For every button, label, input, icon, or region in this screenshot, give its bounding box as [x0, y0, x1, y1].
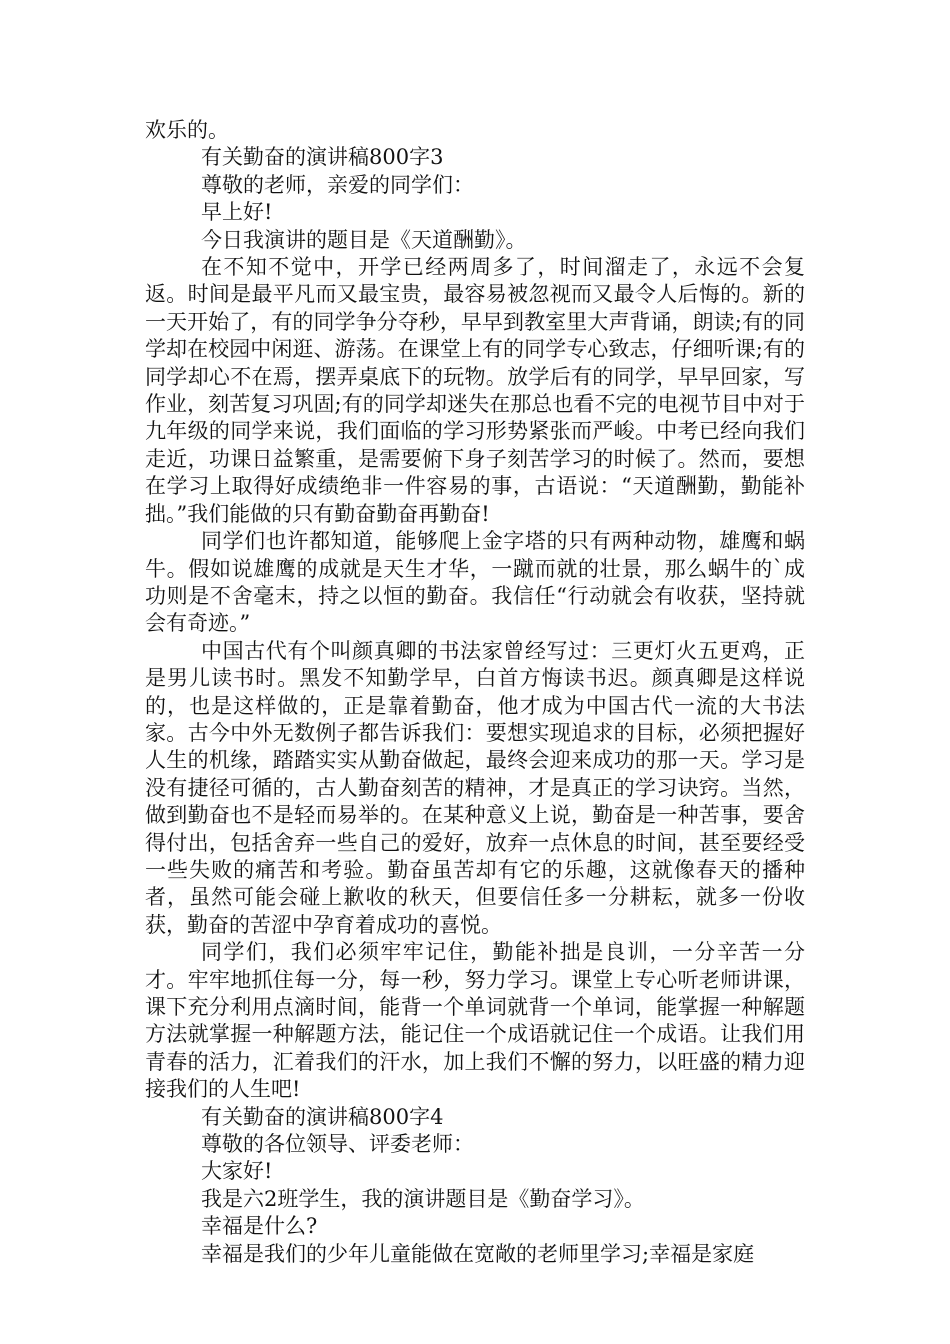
section-heading-4: 有关勤奋的演讲稿800字4 [201, 1104, 444, 1129]
greeting: 早上好! [201, 200, 273, 225]
paragraph: 同学们也许都知道，能够爬上金字塔的只有两种动物，雄鹰和蜗牛。假如说雄鹰的成就是天生才华，一蹴而就的壮景，那么蜗牛的`成功则是不舍毫末，持之以恒的勤奋。我信任“行动就会有收获，坚持就会有奇迹。” [145, 529, 805, 636]
paragraph-continuation: 欢乐的。 [145, 118, 229, 142]
speech-topic: 今日我演讲的题目是《天道酬勤》。 [201, 227, 527, 252]
paragraph: 中国古代有个叫颜真卿的书法家曾经写过：三更灯火五更鸡，正是男儿读书时。黑发不知勤学早，白首方悔读书迟。颜真卿是这样说的，也是这样做的，正是靠着勤奋，他才成为中国古代一流的大书法家。古今中外无数例子都告诉我们：要想实现追求的目标，必须把握好人生的机缘，踏踏实实从勤奋做起，最终会迎来成功的那一天。学习是没有捷径可循的，古人勤奋刻苦的精神，才是真正的学习诀窍。当然，做到勤奋也不是轻而易举的。在某种意义上说，勤奋是一种苦事，要舍得付出，包括舍弃一些自己的爱好，放弃一点休息的时间，甚至要经受一些失败的痛苦和考验。勤奋虽苦却有它的乐趣，这就像春天的播种者，虽然可能会碰上歉收的秋天，但要信任多一分耕耘，就多一份收获，勤奋的苦涩中孕育着成功的喜悦。 [145, 638, 805, 937]
paragraph: 幸福是我们的少年儿童能做在宽敞的老师里学习;幸福是家庭 [201, 1241, 755, 1266]
salutation: 尊敬的老师，亲爱的同学们： [201, 172, 474, 197]
paragraph: 幸福是什么? [201, 1214, 318, 1239]
section-heading-3: 有关勤奋的演讲稿800字3 [201, 145, 444, 170]
paragraph: 在不知不觉中，开学已经两周多了，时间溜走了，永远不会复返。时间是最平凡而又最宝贵，最容易被忽视而又最令人后悔的。新的一天开始了，有的同学争分夺秒，早早到教室里大声背诵，朗读;有的同学却在校园中闲逛、游荡。在课堂上有的同学专心致志，仔细听课;有的同学却心不在焉，摆弄桌底下的玩物。放学后有的同学，早早回家，写作业，刻苦复习巩固;有的同学却迷失在那总也看不完的电视节目中对于九年级的同学来说，我们面临的学习形势紧张而严峻。中考已经向我们走近，功课日益繁重，是需要俯下身子刻苦学习的时候了。然而，要想在学习上取得好成绩绝非一件容易的事，古语说：“天道酬勤，勤能补拙。”我们能做的只有勤奋勤奋再勤奋! [145, 255, 805, 526]
speech-topic: 我是六2班学生，我的演讲题目是《勤奋学习》。 [201, 1186, 645, 1211]
document-body [145, 117, 805, 1268]
greeting: 大家好! [201, 1159, 273, 1184]
salutation: 尊敬的各位领导、评委老师： [201, 1132, 474, 1157]
paragraph: 同学们，我们必须牢牢记住，勤能补拙是良训，一分辛苦一分才。牢牢地抓住每一分，每一秒，努力学习。课堂上专心听老师讲课，课下充分利用点滴时间，能背一个单词就背一个单词，能掌握一种解题方法就掌握一种解题方法，能记住一个成语就记住一个成语。让我们用青春的活力，汇着我们的汗水，加上我们不懈的努力，以旺盛的精力迎接我们的人生吧! [145, 940, 805, 1102]
